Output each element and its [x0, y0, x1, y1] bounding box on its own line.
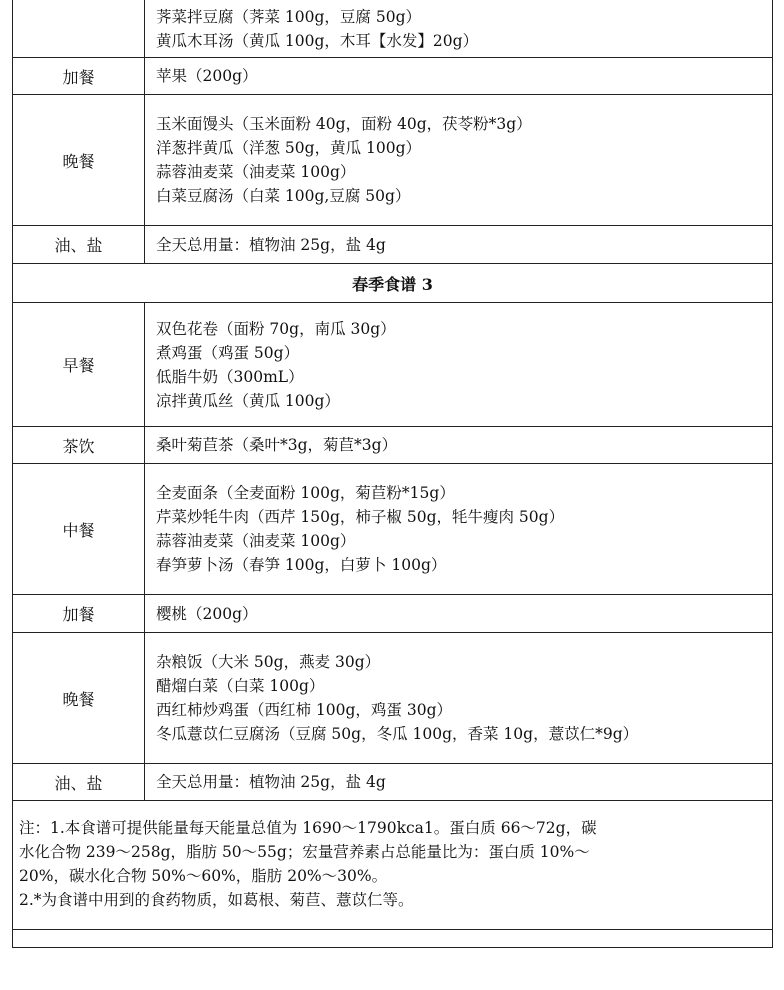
menu-item: 蒜蓉油麦菜（油麦菜 100g）: [156, 532, 356, 550]
empty-cell: [13, 930, 773, 948]
menu-item: 全麦面条（全麦面粉 100g，菊苣粉*15g）: [156, 484, 455, 502]
menu-item: 苹果（200g）: [156, 67, 258, 85]
meal-cell: 早餐: [13, 303, 145, 427]
table-row: [13, 464, 773, 595]
meal-cell: 加餐: [13, 595, 145, 633]
table-row: [13, 0, 773, 58]
table-row: [13, 58, 773, 95]
note-line: 20%，碳水化合物 50%～60%，脂肪 20%～30%。: [19, 866, 388, 885]
meal-cell: [13, 0, 145, 58]
items-cell: [145, 633, 773, 764]
meal-cell: 油、盐: [13, 226, 145, 264]
menu-table: [12, 0, 773, 948]
menu-item: 全天总用量：植物油 25g，盐 4g: [156, 235, 386, 254]
menu-item: 洋葱拌黄瓜（洋葱 50g，黄瓜 100g）: [156, 139, 422, 157]
menu-item: 冬瓜薏苡仁豆腐汤（豆腐 50g，冬瓜 100g，香菜 10g，薏苡仁*9g）: [156, 725, 639, 743]
table-row-tail: [13, 930, 773, 948]
items-cell: [145, 464, 773, 595]
menu-item: 春笋萝卜汤（春笋 100g，白萝卜 100g）: [156, 556, 447, 574]
note-line: 水化合物 239～258g，脂肪 50～55g；宏量营养素占总能量比为：蛋白质 10%～: [19, 842, 590, 861]
table-row: [13, 764, 773, 801]
meal-cell: 茶饮: [13, 427, 145, 464]
menu-item: 蒜蓉油麦菜（油麦菜 100g）: [156, 163, 356, 181]
menu-item: 桑叶菊苣茶（桑叶*3g，菊苣*3g）: [156, 436, 398, 454]
menu-item: 荠菜拌豆腐（荠菜 100g，豆腐 50g）: [156, 7, 422, 26]
menu-item: 全天总用量：植物油 25g，盐 4g: [156, 773, 386, 791]
note-row: [13, 801, 773, 930]
meal-cell: 油、盐: [13, 764, 145, 801]
items-cell: [145, 58, 773, 95]
table-row: [13, 595, 773, 633]
section-title: 春季食谱 3: [13, 264, 773, 303]
menu-item: 玉米面馒头（玉米面粉 40g，面粉 40g，茯苓粉*3g）: [156, 115, 532, 133]
footnote: [13, 801, 773, 930]
menu-item: 双色花卷（面粉 70g，南瓜 30g）: [156, 319, 396, 338]
menu-item: 樱桃（200g）: [156, 604, 258, 623]
note-line: 2.*为食谱中用到的食药物质，如葛根、菊苣、薏苡仁等。: [19, 890, 414, 909]
table-row: [13, 95, 773, 226]
menu-item: 白菜豆腐汤（白菜 100g,豆腐 50g）: [156, 187, 411, 205]
items-cell: [145, 764, 773, 801]
items-cell: [145, 595, 773, 633]
items-cell: [145, 0, 773, 58]
note-line: 注：1.本食谱可提供能量每天能量总值为 1690～1790kca1。蛋白质 66～72g，碳: [19, 818, 597, 837]
menu-item: 杂粮饭（大米 50g，燕麦 30g）: [156, 653, 381, 671]
section-row: [13, 264, 773, 303]
meal-cell: 加餐: [13, 58, 145, 95]
menu-item: 煮鸡蛋（鸡蛋 50g）: [156, 343, 300, 362]
table-row: [13, 633, 773, 764]
menu-item: 西红柿炒鸡蛋（西红柿 100g，鸡蛋 30g）: [156, 701, 453, 719]
meal-cell: 中餐: [13, 464, 145, 595]
menu-item: 低脂牛奶（300mL）: [156, 367, 304, 386]
menu-item: 醋熘白菜（白菜 100g）: [156, 677, 325, 695]
menu-item: 芹菜炒牦牛肉（西芹 150g，柿子椒 50g，牦牛瘦肉 50g）: [156, 508, 565, 526]
items-cell: [145, 95, 773, 226]
menu-item: 黄瓜木耳汤（黄瓜 100g，木耳【水发】20g）: [156, 31, 479, 50]
meal-cell: 晚餐: [13, 95, 145, 226]
table-row: [13, 427, 773, 464]
items-cell: [145, 427, 773, 464]
table-row: [13, 303, 773, 427]
items-cell: [145, 303, 773, 427]
items-cell: [145, 226, 773, 264]
table-row: [13, 226, 773, 264]
meal-cell: 晚餐: [13, 633, 145, 764]
menu-item: 凉拌黄瓜丝（黄瓜 100g）: [156, 391, 340, 410]
